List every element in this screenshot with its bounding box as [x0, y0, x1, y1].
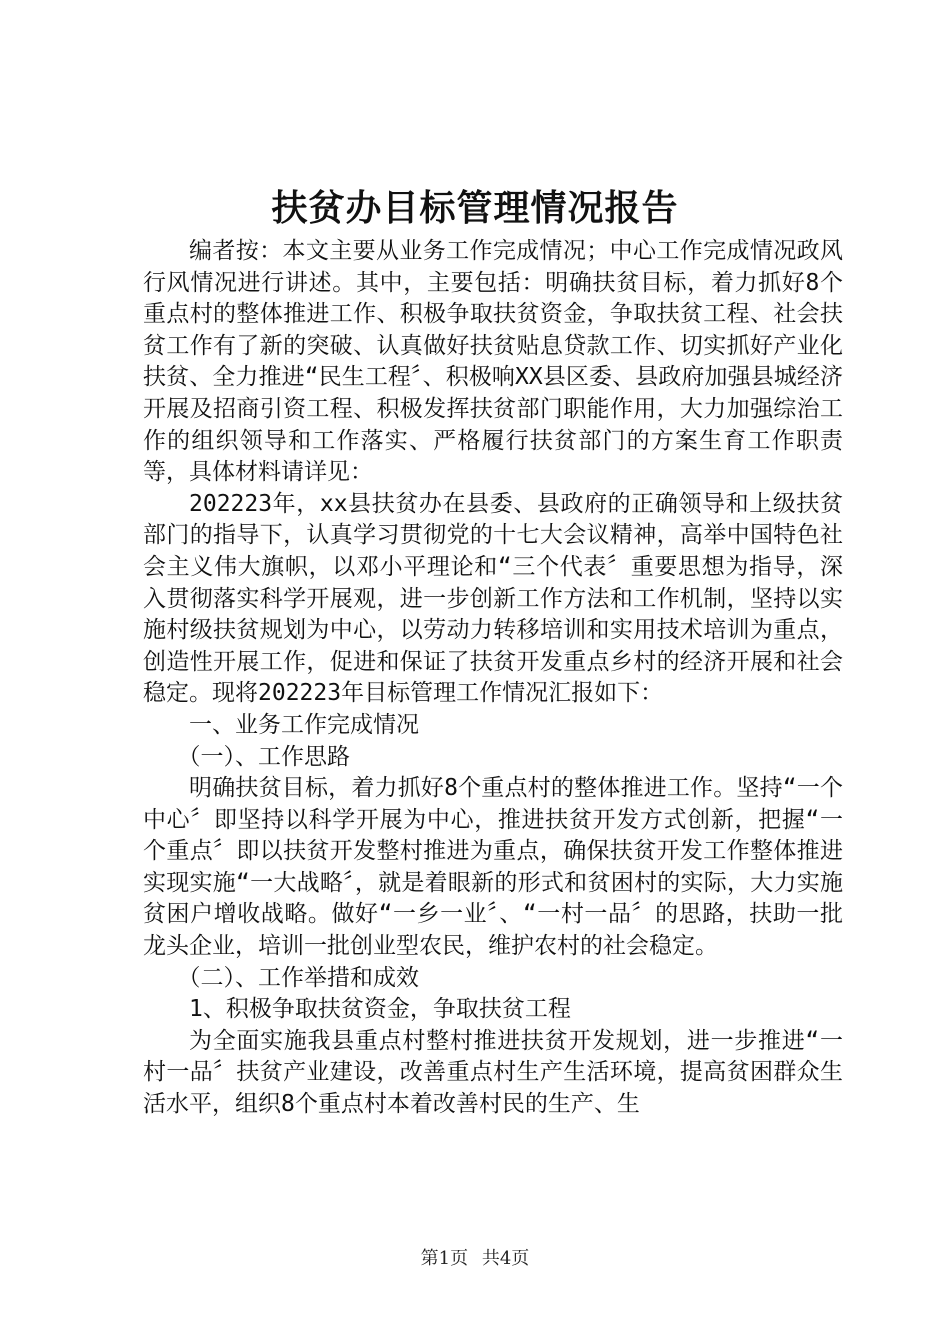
section-heading-1: 一、业务工作完成情况	[189, 711, 419, 738]
paragraph-intro: 202223年，xx县扶贫办在县委、县政府的正确领导和上级扶贫部门的指导下，认真学习贯彻党的十七大会议精神，高举中国特色社会主义伟大旗帜，以邓小平理论和“三个代表〞重要思想为指导，深入贯彻落实科学开展观，进一步创新工作方法和工作机制，坚持以实施村级扶贫规划为中心，以劳动力转移培训和实用技术培训为重点，创造性开展工作，促进和保证了扶贫开发重点乡村的经济开展和社会稳定。现将202223年目标管理工作情况汇报如下：	[143, 490, 843, 707]
page-number: 第1页	[420, 1248, 469, 1269]
page-total: 共4页	[481, 1248, 530, 1269]
document-body	[143, 236, 843, 1121]
paragraph-editor-note: 编者按：本文主要从业务工作完成情况；中心工作完成情况政风行风情况进行讲述。其中，主要包括：明确扶贫目标，着力抓好8个重点村的整体推进工作、积极争取扶贫资金，争取扶贫工程、社会扶贫工作有了新的突破、认真做好扶贫贴息贷款工作、切实抓好产业化扶贫、全力推进“民生工程〞、积极响XX县区委、县政府加强县城经济开展及招商引资工程、积极发挥扶贫部门职能作用，大力加强综治工作的组织领导和工作落实、严格履行扶贫部门的方案生育工作职责等，具体材料请详见：	[143, 238, 843, 486]
paragraph-funding: 为全面实施我县重点村整村推进扶贫开发规划，进一步推进“一村一品〞扶贫产业建设，改善重点村生产生活环境，提高贫困群众生活水平，组织8个重点村本着改善村民的生产、生	[143, 1027, 843, 1118]
paragraph-work-ideas: 明确扶贫目标，着力抓好8个重点村的整体推进工作。坚持“一个中心〞即坚持以科学开展为中心，推进扶贫开发方式创新，把握“一个重点〞即以扶贫开发整村推进为重点，确保扶贫开发工作整体推进实现实施“一大战略〞，就是着眼新的形式和贫困村的实际，大力实施贫困户增收战略。做好“一乡一业〞、“一村一品〞的思路，扶助一批龙头企业，培训一批创业型农民，维护农村的社会稳定。	[143, 775, 843, 960]
item-heading-1: 1、积极争取扶贫资金，争取扶贫工程	[189, 996, 571, 1023]
subsection-heading-1: （一）、工作思路	[177, 743, 350, 770]
page-title: 扶贫办目标管理情况报告	[271, 187, 679, 229]
subsection-heading-2: （二）、工作举措和成效	[177, 964, 419, 991]
page-footer	[0, 1247, 950, 1271]
